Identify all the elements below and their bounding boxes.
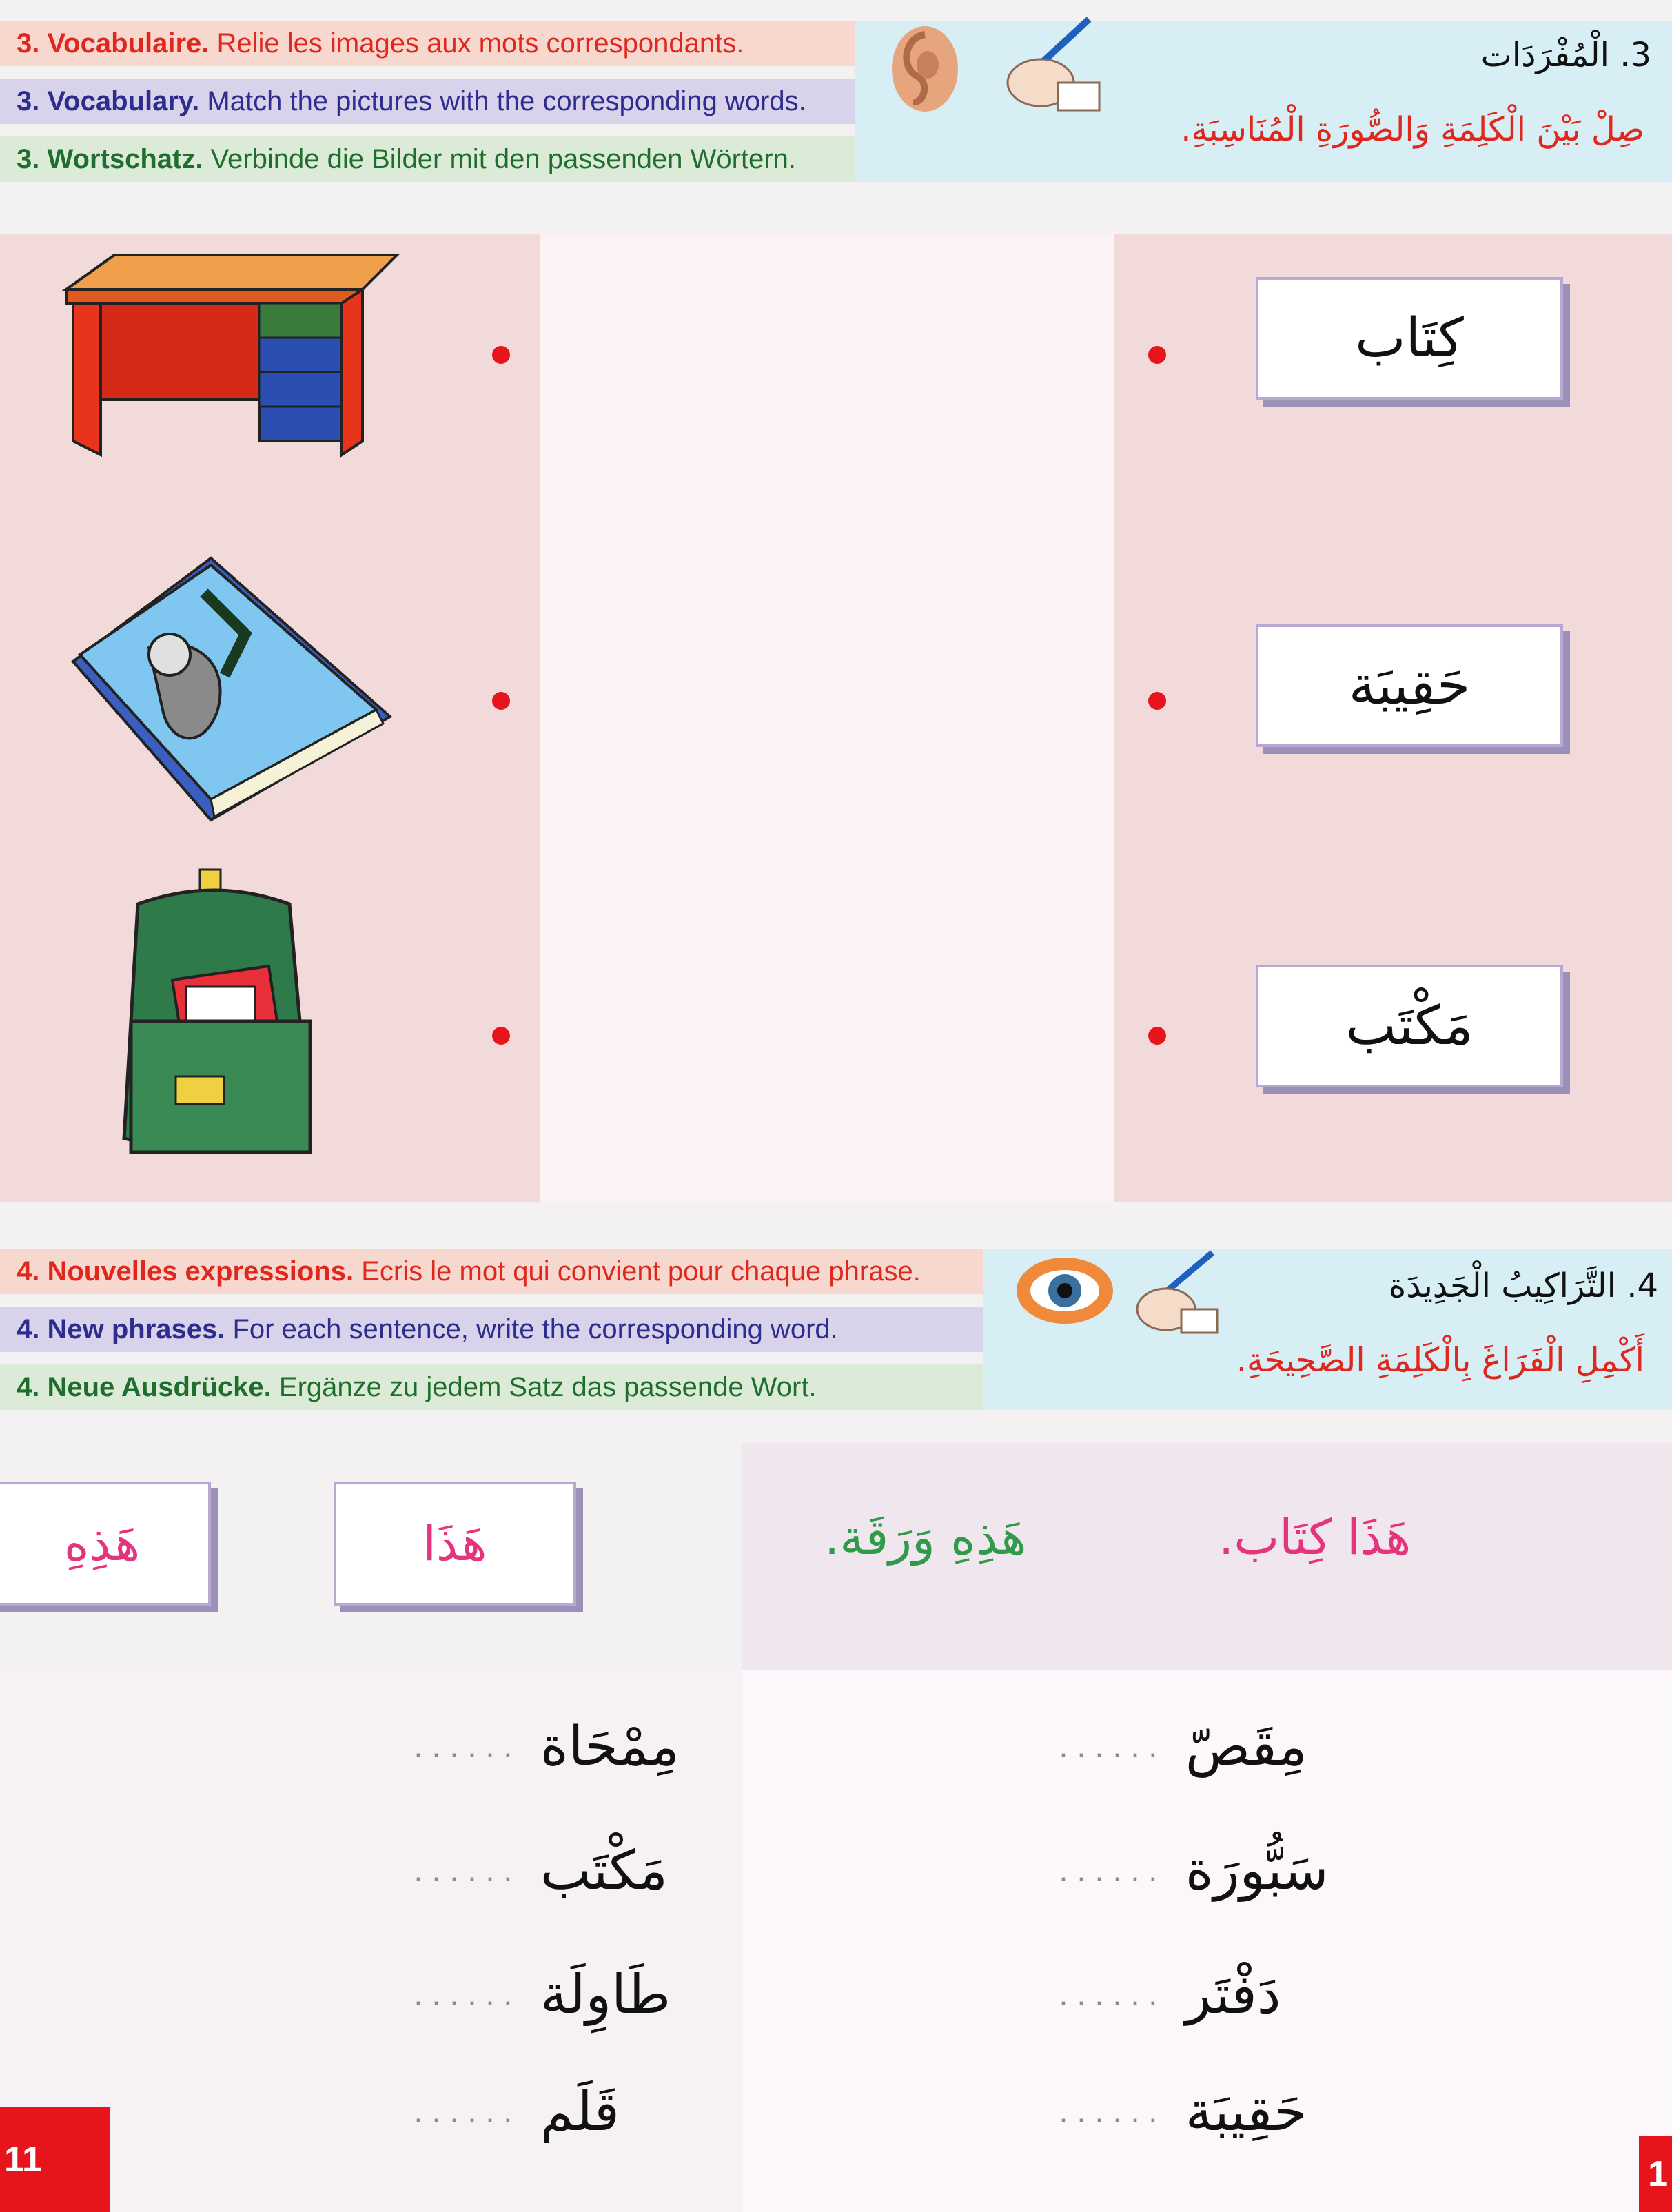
exercise-row-left-4 xyxy=(414,2074,620,2150)
instruction-en-number: 3. Vocabulary. xyxy=(17,86,200,116)
arabic-instruction-4: أَكْمِلِ الْفَرَاغَ بِالْكَلِمَةِ الصَّحِيحَةِ. xyxy=(1236,1341,1644,1380)
word-card-2 xyxy=(1256,624,1563,747)
instruction4-fr xyxy=(0,1249,983,1294)
instruction-en-text: Match the pictures with the corresponding words. xyxy=(207,86,806,116)
page-number-right: 1 xyxy=(1639,2136,1672,2212)
word-right-4: حَقِيبَة xyxy=(1185,2081,1307,2143)
word-left-3: طَاوِلَة xyxy=(540,1964,671,2026)
instruction-de xyxy=(0,136,855,182)
option-hadhihi-text: هَذِهِ xyxy=(63,1515,141,1572)
blank-left-4[interactable]: ...... xyxy=(414,2094,521,2130)
picture-dot-1[interactable] xyxy=(492,346,510,364)
desk-picture xyxy=(59,248,404,475)
blank-left-1[interactable]: ...... xyxy=(414,1729,521,1765)
instruction-de-text: Verbinde die Bilder mit den passenden Wörtern. xyxy=(210,144,796,174)
picture-dot-2[interactable] xyxy=(492,692,510,710)
instruction4-en-text: For each sentence, write the corresponding word. xyxy=(232,1314,838,1344)
word-dot-3[interactable] xyxy=(1148,1027,1166,1045)
page-number-left: 11 xyxy=(0,2107,110,2212)
option-hadha-text: هَذَا xyxy=(422,1515,487,1572)
instruction4-en xyxy=(0,1307,983,1352)
picture-dot-3[interactable] xyxy=(492,1027,510,1045)
blank-right-2[interactable]: ...... xyxy=(1059,1853,1166,1889)
option-card-hadhihi xyxy=(0,1482,211,1606)
exercise-row-right-1 xyxy=(1059,1709,1307,1785)
ear-icon xyxy=(882,21,972,117)
exercise-row-left-2 xyxy=(414,1833,668,1909)
exercise-row-right-2 xyxy=(1059,1833,1329,1909)
arabic-title-3: 3. الْمُفْرَدَات xyxy=(1480,36,1651,74)
instruction4-de-number: 4. Neue Ausdrücke. xyxy=(17,1372,272,1402)
instruction-fr-number: 3. Vocabulaire. xyxy=(17,28,210,59)
word-left-4: قَلَم xyxy=(540,2081,620,2143)
instruction-en xyxy=(0,79,855,124)
word-card-2-text: حَقِيبَة xyxy=(1348,655,1471,717)
word-card-3 xyxy=(1256,965,1563,1087)
exercise-row-left-1 xyxy=(414,1709,680,1785)
school-bag-picture xyxy=(110,863,338,1166)
word-right-2: سَبُّورَة xyxy=(1185,1840,1329,1902)
instruction4-de xyxy=(0,1364,983,1410)
hand-pen-icon xyxy=(986,14,1110,117)
hand-pen-icon-2 xyxy=(1119,1249,1223,1338)
word-left-1: مِمْحَاة xyxy=(540,1716,680,1778)
word-dot-2[interactable] xyxy=(1148,692,1166,710)
book-picture xyxy=(66,551,397,827)
instruction4-en-number: 4. New phrases. xyxy=(17,1314,225,1344)
word-right-1: مِقَصّ xyxy=(1185,1716,1307,1778)
instruction4-fr-text: Ecris le mot qui convient pour chaque phrase. xyxy=(361,1256,921,1287)
word-right-3: دَفْتَر xyxy=(1185,1964,1281,2026)
blank-right-3[interactable]: ...... xyxy=(1059,1977,1166,2013)
option-card-hadha xyxy=(334,1482,576,1606)
blank-right-4[interactable]: ...... xyxy=(1059,2094,1166,2130)
blank-right-1[interactable]: ...... xyxy=(1059,1729,1166,1765)
instruction-fr xyxy=(0,21,855,66)
exercise-row-right-4 xyxy=(1059,2074,1307,2150)
eye-icon xyxy=(1013,1253,1117,1329)
blank-left-3[interactable]: ...... xyxy=(414,1977,521,2013)
word-card-1 xyxy=(1256,277,1563,400)
word-card-3-text: مَكْتَب xyxy=(1345,995,1474,1057)
instruction4-de-text: Ergänze zu jedem Satz das passende Wort. xyxy=(278,1372,817,1402)
word-left-2: مَكْتَب xyxy=(540,1840,668,1902)
instruction4-fr-number: 4. Nouvelles expressions. xyxy=(17,1256,354,1287)
example-feminine: هَذِهِ وَرَقَة. xyxy=(824,1509,1027,1566)
arabic-instruction-3: صِلْ بَيْنَ الْكَلِمَةِ وَالصُّورَةِ الْمُنَاسِبَةِ. xyxy=(1181,110,1644,149)
instruction-fr-text: Relie les images aux mots correspondants. xyxy=(216,28,744,59)
exercise-row-left-3 xyxy=(414,1957,671,2033)
example-masculine: هَذَا كِتَاب. xyxy=(1219,1509,1411,1566)
exercise-row-right-3 xyxy=(1059,1957,1281,2033)
blank-left-2[interactable]: ...... xyxy=(414,1853,521,1889)
matching-area[interactable] xyxy=(540,234,1114,1202)
word-dot-1[interactable] xyxy=(1148,346,1166,364)
arabic-title-4: 4. التَّرَاكِيبُ الْجَدِيدَة xyxy=(1389,1267,1658,1305)
word-card-1-text: كِتَاب xyxy=(1355,307,1464,369)
instruction-de-number: 3. Wortschatz. xyxy=(17,144,203,174)
